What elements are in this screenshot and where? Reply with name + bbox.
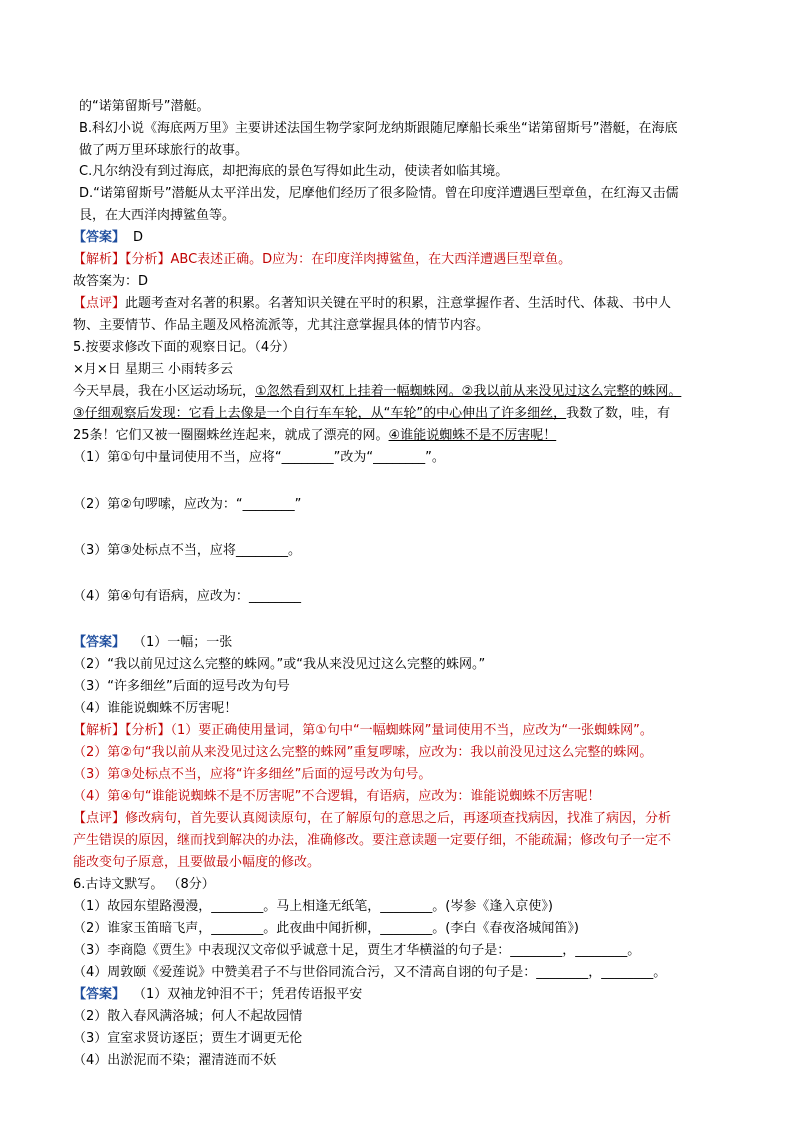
answer-blank: ________: [211, 899, 264, 914]
q6-line-1: （1）故园东望路漫漫，________。马上相逢无纸笔，________。(岑参《逢入京使》): [73, 899, 553, 914]
answer-blank: ________: [536, 965, 589, 980]
analysis-tag: 【解析】【分析】: [73, 252, 171, 267]
q5-answer-3: （3）“许多细丝”后面的逗号改为句号: [73, 679, 290, 694]
diary-text: 我数了数，哇，有: [566, 406, 671, 421]
q5-answer-4: （4）谁能说蜘蛛不厉害呢！: [73, 701, 238, 716]
analysis-tag: 【解析】【分析】: [73, 723, 171, 738]
q5-analysis-2: （2）第②句“我以前从来没见过这么完整的蛛网”重复啰嗦，应改为：我以前没见过这么完整的蛛网。: [73, 745, 653, 760]
q5-analysis-1: 【解析】【分析】（1）要正确使用量词，第①句中“一幅蜘蛛网”量词使用不当，应改为“一张蜘蛛网”。: [73, 723, 653, 738]
option-d-line-2: 艮，在大西洋肉搏鲨鱼等。: [79, 208, 236, 223]
q6-answer-1: 【答案】 （1）双袖龙钟泪不干；凭君传语报平安: [73, 987, 363, 1002]
prev-comment-line-2: 物、主要情节、作品主题及风格流派等，尤其注意掌握具体的情节内容。: [73, 318, 490, 333]
answer-blank: ________: [281, 450, 334, 465]
answer-blank: ________: [380, 921, 433, 936]
answer-blank: ________: [510, 943, 563, 958]
q5-diary-line-2: [73, 405, 670, 423]
diary-underlined: ④谁能说蜘蛛不是不厉害呢！: [388, 428, 557, 443]
analysis-text: ABC表述正确。D应为：在印度洋肉搏鲨鱼，在大西洋遭遇巨型章鱼。: [170, 252, 572, 267]
answer-tag: 【答案】: [73, 635, 126, 650]
diary-text: 今天早晨，我在小区运动场玩，: [73, 384, 256, 399]
q6-answer-4: （4）出淤泥而不染；濯清涟而不妖: [73, 1053, 277, 1068]
q5-comment-2: 产生错误的原因，继而找到解决的办法，准确修改。要注意读题一定要仔细，不能疏漏；修改句子一定不: [73, 833, 672, 848]
answer-blank: ________: [235, 543, 288, 558]
answer-value: D: [133, 230, 144, 245]
q5-subquestion-1: （1）第①句中量词使用不当，应将“________”改为“________”。: [73, 450, 445, 465]
option-c: C.凡尔纳没有到过海底，却把海底的景色写得如此生动，使读者如临其境。: [79, 164, 509, 179]
q5-comment-1: 【点评】修改病句，首先要认真阅读原句，在了解原句的意思之后，再逐项查找病因，找准了病因，分析: [73, 811, 672, 826]
answer-tag: 【答案】: [73, 230, 126, 245]
q5-diary-line-1: [73, 383, 681, 401]
q5-subquestion-4: （4）第④句有语病，应改为：________: [73, 589, 301, 604]
answer-blank: ________: [373, 450, 426, 465]
diary-underlined: ③仔细观察后发现：它看上去像是一个自行车车轮，从“车轮”的中心伸出了许多细丝，: [73, 406, 567, 421]
q6-title: 6.古诗文默写。 （8分）: [73, 877, 215, 892]
q5-title: 5.按要求修改下面的观察日记。（4分）: [73, 340, 296, 355]
prev-answer: [73, 229, 143, 247]
q6-answer-2: （2）散入春风满洛城；何人不起故园情: [73, 1009, 303, 1024]
prev-conclusion: 故答案为：D: [73, 274, 149, 289]
q6-line-3: （3）李商隐《贾生》中表现汉文帝似乎诚意十足，贾生才华横溢的句子是：________，________。: [73, 943, 641, 958]
q5-subquestion-3: （3）第③处标点不当，应将________。: [73, 543, 301, 558]
q5-analysis-3: （3）第③处标点不当，应将“许多细丝”后面的逗号改为句号。: [73, 767, 432, 782]
q5-subquestion-2: （2）第②句啰嗦，应改为：“________”: [73, 497, 302, 512]
q5-analysis-4: （4）第④句“谁能说蜘蛛不是不厉害呢”不合逻辑，有语病，应改为：谁能说蜘蛛不厉害呢！: [73, 789, 601, 804]
option-b-line-2: 做了两万里环球旅行的故事。: [79, 143, 249, 158]
answer-tag: 【答案】: [73, 987, 126, 1002]
prev-line-1: 的“诺第留斯号”潜艇。: [79, 99, 210, 114]
q5-answer-2: （2）“我以前见过这么完整的蛛网。”或“我从来没见过这么完整的蛛网。”: [73, 657, 486, 672]
option-d-line-1: D.“诺第留斯号”潜艇从太平洋出发，尼摩他们经历了很多险情。曾在印度洋遭遇巨型章鱼，在红海又击儒: [79, 186, 679, 201]
answer-blank: ________: [380, 899, 433, 914]
q6-answer-3: （3）宣室求贤访逐臣；贾生才调更无伦: [73, 1031, 303, 1046]
q6-line-2: （2）谁家玉笛暗飞声，________。此夜曲中闻折柳，________。(李白《春夜洛城闻笛》): [73, 921, 579, 936]
answer-blank: ________: [211, 921, 264, 936]
q5-comment-3: 能改变句子原意，且要做最小幅度的修改。: [73, 855, 321, 870]
prev-comment-line-1: [73, 295, 671, 313]
q5-diary-date: ×月×日 星期三 小雨转多云: [73, 362, 234, 377]
diary-underlined: ①忽然看到双杠上挂着一幅蜘蛛网。②我以前从来没见过这么完整的蛛网。: [255, 384, 682, 399]
q5-answer-1: 【答案】 （1）一幅；一张: [73, 635, 233, 650]
answer-blank: ________: [575, 943, 628, 958]
answer-blank: ________: [601, 965, 654, 980]
option-b-line-1: B.科幻小说《海底两万里》主要讲述法国生物学家阿龙纳斯跟随尼摩船长乘坐“诺第留斯号”潜艇，在海底: [79, 121, 678, 136]
comment-tag: 【点评】: [73, 811, 126, 826]
comment-text: 此题考查对名著的积累。名著知识关键在平时的积累，注意掌握作者、生活时代、体裁、书中人: [125, 296, 672, 311]
diary-text: 25条！它们又被一圈圈蛛丝连起来，就成了漂亮的网。: [73, 428, 389, 443]
comment-tag: 【点评】: [73, 296, 126, 311]
q5-diary-line-3: [73, 427, 556, 445]
prev-analysis: [73, 251, 571, 269]
answer-blank: ________: [248, 589, 301, 604]
answer-blank: ________: [242, 497, 295, 512]
q6-line-4: （4）周敦颐《爱莲说》中赞美君子不与世俗同流合污，又不清高自诩的句子是：________，________。: [73, 965, 667, 980]
